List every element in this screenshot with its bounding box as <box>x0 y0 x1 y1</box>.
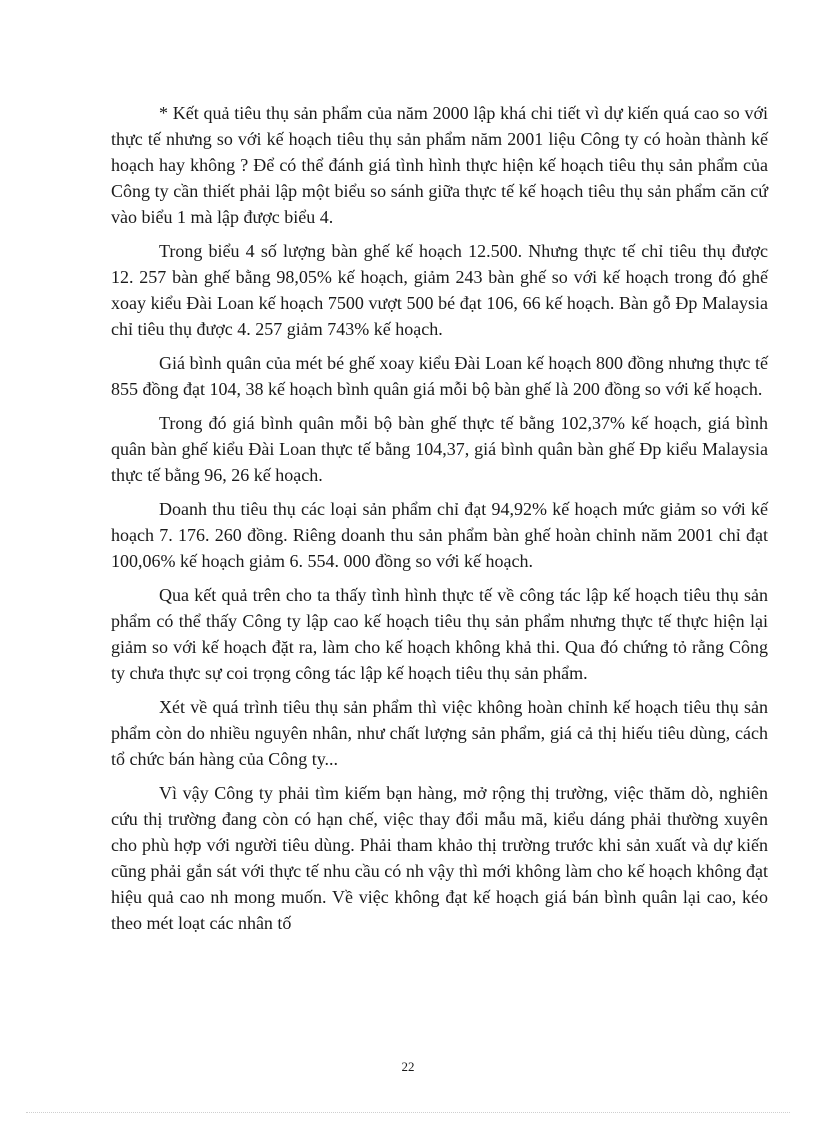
paragraph-3: Giá bình quân của mét bé ghế xoay kiểu Đài Loan kế hoạch 800 đồng nhưng thực tế 855 đồng đạt 104, 38 kế hoạch bình quân giá mỗi bộ bàn ghế là 200 đồng so với kế hoạch. <box>111 353 768 399</box>
page-body <box>111 100 768 944</box>
paragraph-6: Qua kết quả trên cho ta thấy tình hình thực tế về công tác lập kế hoạch tiêu thụ sản phẩm có thể thấy Công ty lập cao kế hoạch tiêu thụ sản phẩm nhưng thực tế thực hiện lại giảm so với kế hoạch đặt ra, làm cho kế hoạch không khả thi. Qua đó chứng tỏ rằng Công ty chưa thực sự coi trọng công tác lập kế hoạch tiêu thụ sản phẩm. <box>111 585 768 683</box>
page-bottom-divider <box>26 1112 790 1113</box>
page-number: 22 <box>401 1059 415 1074</box>
paragraph-8: Vì vậy Công ty phải tìm kiếm bạn hàng, mở rộng thị trường, việc thăm dò, nghiên cứu thị trường đang còn có hạn chế, việc thay đổi mẫu mã, kiểu dáng phải thường xuyên cho phù hợp với người tiêu dùng. Phải tham khảo thị trường trước khi sản xuất và dự kiến cũng phải gắn sát với thực tế nhu cầu có nh vậy thì mới không làm cho kế hoạch không đạt hiệu quả cao nh mong muốn. Về việc không đạt kế hoạch giá bán bình quân lại cao, kéo theo mét loạt các nhân tố <box>111 783 768 933</box>
paragraph-1: * Kết quả tiêu thụ sản phẩm của năm 2000 lập khá chi tiết vì dự kiến quá cao so với thực tế nhưng so với kế hoạch tiêu thụ sản phẩm năm 2001 liệu Công ty có hoàn thành kế hoạch hay không ? Để có thể đánh giá tình hình thực hiện kế hoạch tiêu thụ sản phẩm của Công ty cần thiết phải lập một biểu so sánh giữa thực tế kế hoạch tiêu thụ sản phẩm căn cứ vào biểu 1 mà lập được biểu 4. <box>111 103 768 227</box>
paragraph-5: Doanh thu tiêu thụ các loại sản phẩm chỉ đạt 94,92% kế hoạch mức giảm so với kế hoạch 7. 176. 260 đồng. Riêng doanh thu sản phẩm bàn ghế hoàn chỉnh năm 2001 chỉ đạt 100,06% kế hoạch giảm 6. 554. 000 đồng so với kế hoạch. <box>111 499 768 571</box>
paragraph-2: Trong biểu 4 số lượng bàn ghế kế hoạch 12.500. Nhưng thực tế chỉ tiêu thụ được 12. 257 bàn ghế bằng 98,05% kế hoạch, giảm 243 bàn ghế so với kế hoạch trong đó ghế xoay kiểu Đài Loan kế hoạch 7500 vượt 500 bé đạt 106, 66 kế hoạch. Bàn gỗ Đp Malaysia chỉ tiêu thụ được 4. 257 giảm 743% kế hoạch. <box>111 241 768 339</box>
paragraph-4: Trong đó giá bình quân mỗi bộ bàn ghế thực tế bằng 102,37% kế hoạch, giá bình quân bàn ghế kiểu Đài Loan thực tế bằng 104,37, giá bình quân bàn ghế Đp kiểu Malaysia thực tế bằng 96, 26 kế hoạch. <box>111 413 768 485</box>
paragraph-7: Xét về quá trình tiêu thụ sản phẩm thì việc không hoàn chỉnh kế hoạch tiêu thụ sản phẩm còn do nhiều nguyên nhân, như chất lượng sản phẩm, giá cả thị hiếu tiêu dùng, cách tổ chức bán hàng của Công ty... <box>111 697 768 769</box>
